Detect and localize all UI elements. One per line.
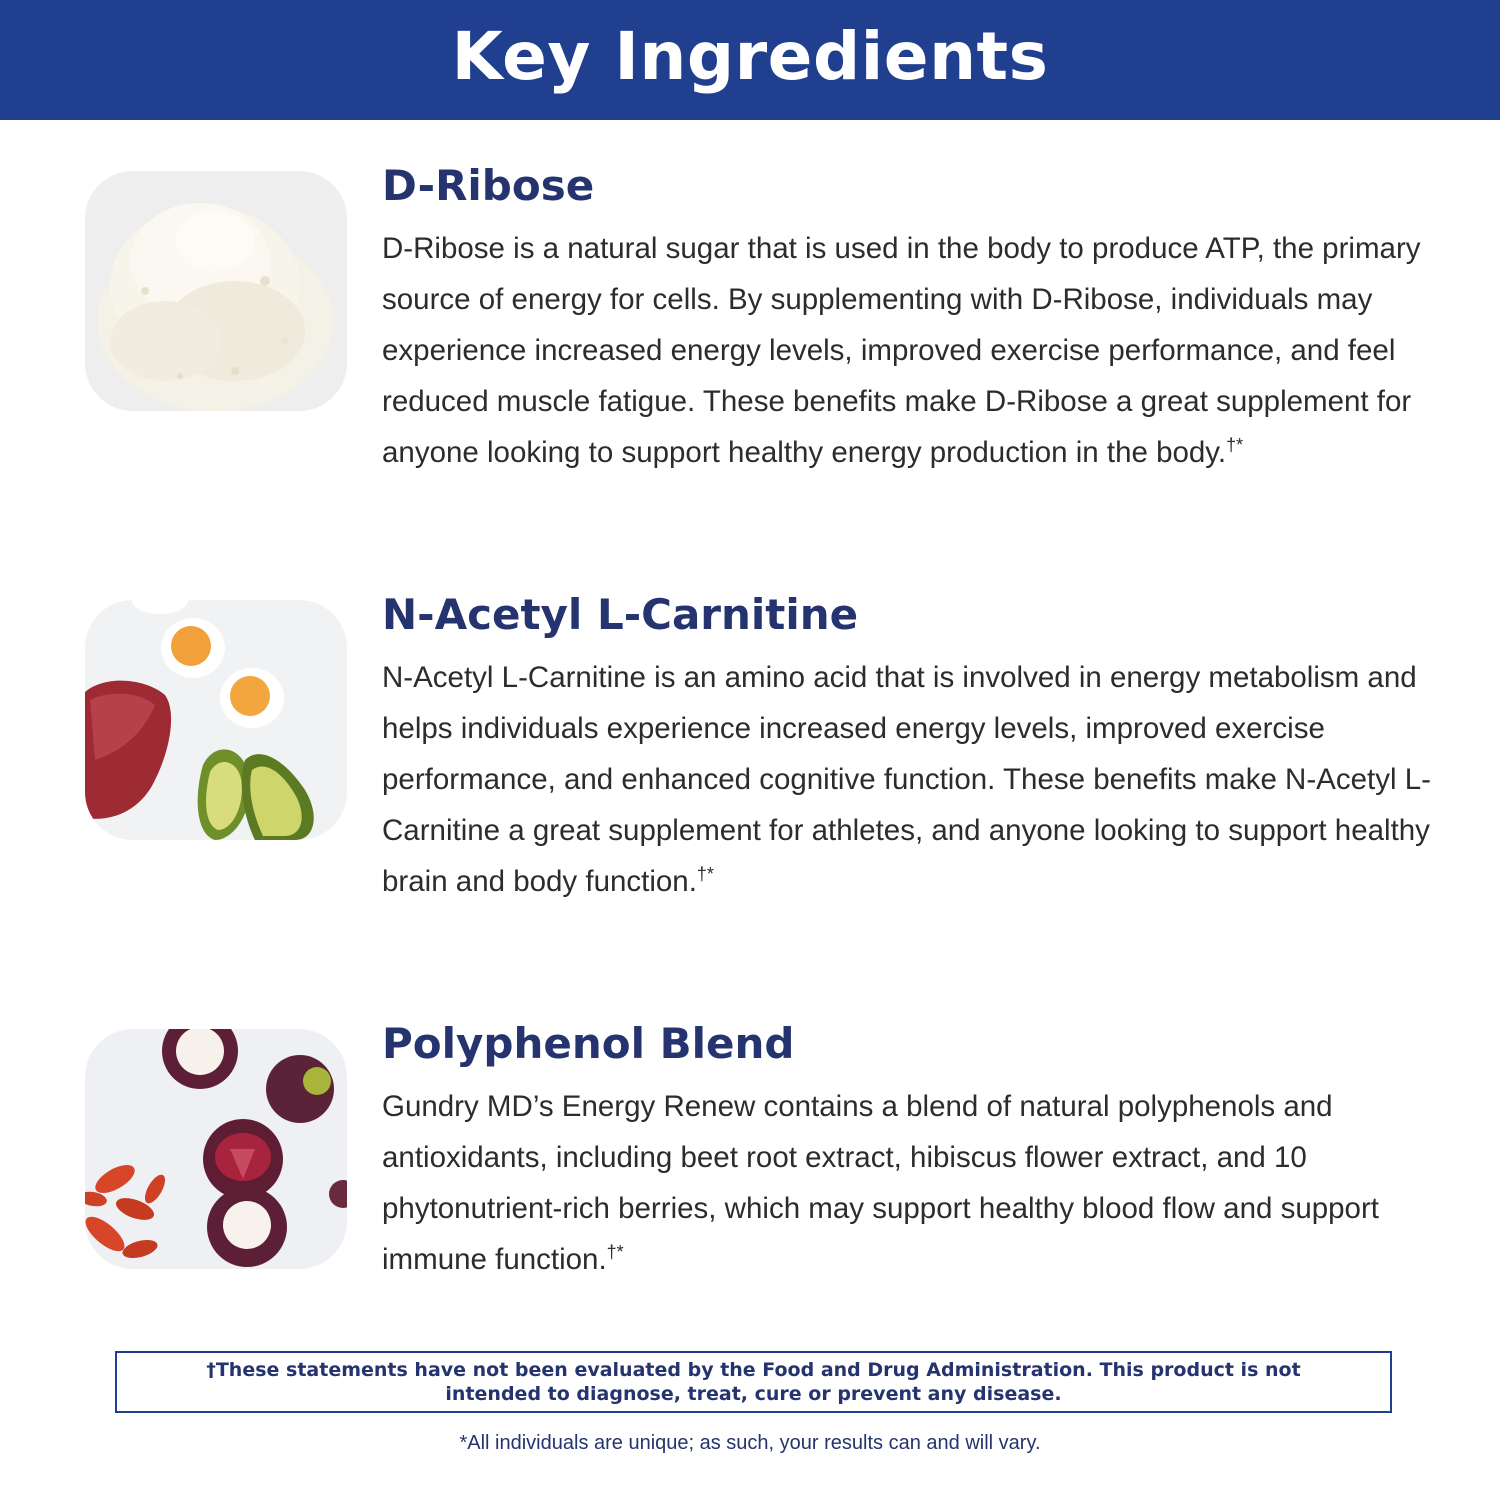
disclaimer-text xyxy=(206,1358,1300,1406)
ingredient-description: D-Ribose is a natural sugar that is used in the body to produce ATP, the primary source of energy for cells. By supplementing with D-Ribose, individuals may experience increased energy levels, improved exercise performance, and feel reduced muscle fatigue. These benefits make D-Ribose a great supplement for anyone looking to support healthy energy production in the body.†* xyxy=(382,232,1421,469)
results-footnote: *All individuals are unique; as such, your results can and will vary. xyxy=(459,1432,1041,1454)
mangosteen-goji-image xyxy=(85,1029,347,1269)
footnote-marks: †* xyxy=(1226,435,1244,456)
footnote-marks: †* xyxy=(696,864,714,885)
ingredient-name: Polyphenol Blend xyxy=(382,1019,795,1068)
eggs-meat-avocado-image xyxy=(85,600,347,840)
page-title: Key Ingredients xyxy=(451,17,1049,95)
ingredient-description: Gundry MD’s Energy Renew contains a blend of natural polyphenols and antioxidants, including beet root extract, hibiscus flower extract, and 10 phytonutrient-rich berries, which may support healthy blood flow and support immune function.†* xyxy=(382,1090,1379,1276)
disclaimer-line-1: †These statements have not been evaluated by the Food and Drug Administration. This product is not xyxy=(206,1359,1301,1381)
ingredient-name: D-Ribose xyxy=(382,161,595,210)
disclaimer-line-2: intended to diagnose, treat, cure or prevent any disease. xyxy=(445,1383,1062,1405)
fda-disclaimer xyxy=(115,1351,1392,1413)
header-banner xyxy=(0,0,1500,120)
footnote-marks: †* xyxy=(606,1242,624,1263)
ingredient-description: N-Acetyl L-Carnitine is an amino acid that is involved in energy metabolism and helps individuals experience increased energy levels, improved exercise performance, and enhanced cognitive function. These benefits make N-Acetyl L-Carnitine a great supplement for athletes, and anyone looking to support healthy brain and body function.†* xyxy=(382,661,1431,898)
powder-image xyxy=(85,171,347,411)
ingredient-name: N-Acetyl L-Carnitine xyxy=(382,590,859,639)
